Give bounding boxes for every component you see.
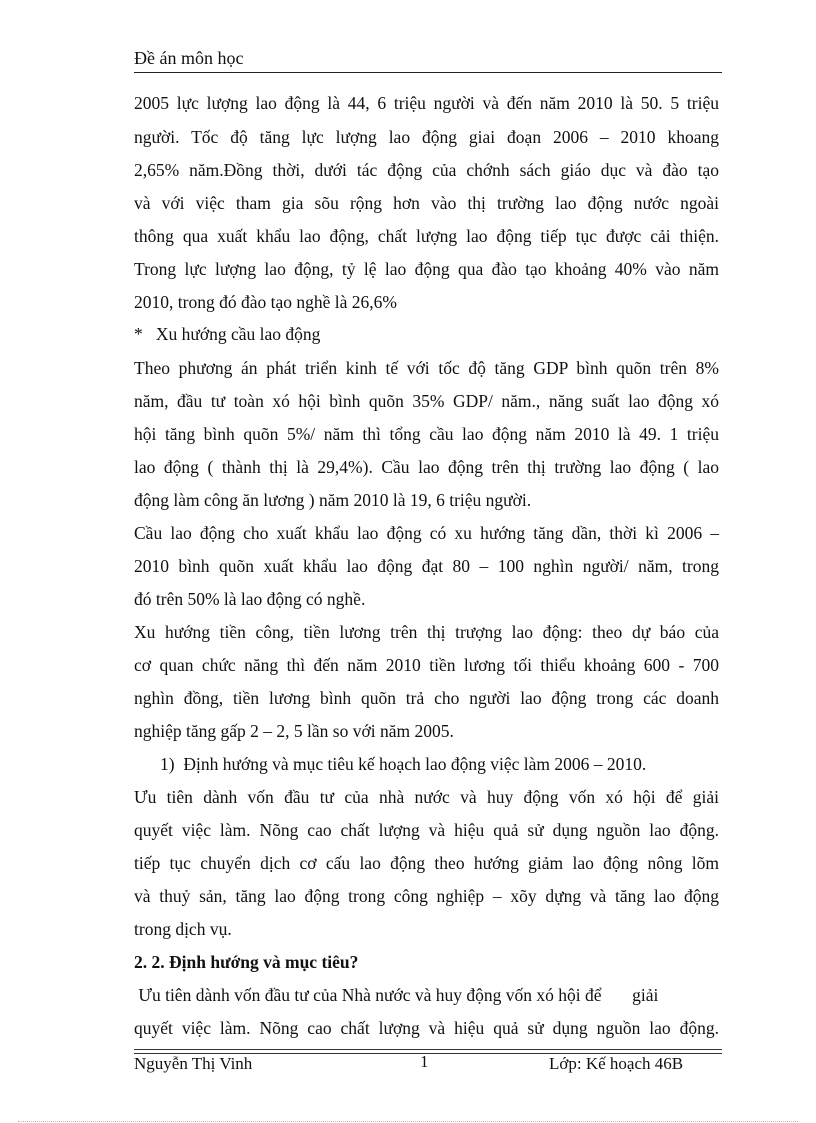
text-line: Cầu lao động cho xuất khẩu lao động có xu hướng tăng dần, thời kì 2006 – xyxy=(134,523,719,543)
text-line: Theo phương án phát triển kinh tế với tốc độ tăng GDP bình quõn trên 8% xyxy=(134,358,719,378)
text-line: 2005 lực lượng lao động là 44, 6 triệu người và đến năm 2010 là 50. 5 triệu xyxy=(134,93,719,113)
text-line: người. Tốc độ tăng lực lượng lao động giai đoạn 2006 – 2010 khoang xyxy=(134,127,719,147)
text-line: lao động ( thành thị là 29,4%). Cầu lao động trên thị trường lao động ( lao xyxy=(134,457,719,477)
text-line: quyết việc làm. Nõng cao chất lượng và hiệu quả sử dụng nguồn lao động. xyxy=(134,820,719,840)
footer-page-number: 1 xyxy=(420,1052,429,1071)
section-heading: 2. 2. Định hướng và mục tiêu? xyxy=(134,952,359,972)
text-line: năm, đầu tư toàn xó hội bình quõn 35% GDP/ năm., năng suất lao động xó xyxy=(134,391,719,411)
text-line: đó trên 50% là lao động có nghề. xyxy=(134,589,366,609)
text-line: tiếp tục chuyển dịch cơ cấu lao động theo hướng giảm lao động nông lõm xyxy=(134,853,719,873)
text-line: 2,65% năm.Đồng thời, dưới tác động của chớnh sách giáo dục và đào tạo xyxy=(134,160,719,180)
text-line: Trong lực lượng lao động, tỷ lệ lao động qua đào tạo khoảng 40% vào năm xyxy=(134,259,719,279)
text-line: nghiệp tăng gấp 2 – 2, 5 lần so với năm 2005. xyxy=(134,721,454,741)
text-line: cơ quan chức năng thì đến năm 2010 tiền lương tối thiểu khoảng 600 - 700 xyxy=(134,655,719,675)
text-line: và thuỷ sản, tăng lao động trong công nghiệp – xõy dựng và tăng lao động xyxy=(134,886,719,906)
text-line: Ưu tiên dành vốn đầu tư của nhà nước và huy động vốn xó hội để giải xyxy=(134,787,719,807)
text-line: trong dịch vụ. xyxy=(134,919,232,939)
text-line: nghìn đồng, tiền lương bình quõn trả cho người lao động trong các doanh xyxy=(134,688,719,708)
text-line: thông qua xuất khẩu lao động, chất lượng lao động tiếp tục được cải thiện. xyxy=(134,226,719,246)
text-line: 2010, trong đó đào tạo nghề là 26,6% xyxy=(134,292,397,312)
text-line: động làm công ăn lương ) năm 2010 là 19, 6 triệu người. xyxy=(134,490,532,510)
page-bottom-edge xyxy=(18,1121,798,1122)
footer-author: Nguyễn Thị Vinh xyxy=(134,1054,253,1073)
numbered-heading: 1) Định hướng và mục tiêu kế hoạch lao động việc làm 2006 – 2010. xyxy=(160,754,647,774)
header-divider xyxy=(134,72,722,73)
section-bullet: * Xu hướng cầu lao động xyxy=(134,324,321,344)
page-header-title: Đề án môn học xyxy=(134,48,244,68)
text-line: Xu hướng tiền công, tiền lương trên thị trượng lao động: theo dự báo của xyxy=(134,622,719,642)
text-line: 2010 bình quõn xuất khẩu lao động đạt 80 – 100 nghìn người/ năm, trong xyxy=(134,556,719,576)
text-line: quyết việc làm. Nõng cao chất lượng và hiệu quả sử dụng nguồn lao động. xyxy=(134,1018,719,1038)
footer-class: Lớp: Kế hoạch 46B xyxy=(549,1054,684,1073)
text-line: và với việc tham gia sõu rộng hơn vào thị trường lao động nước ngoài xyxy=(134,193,719,213)
text-line: Ưu tiên dành vốn đầu tư của Nhà nước và huy động vốn xó hội để giải xyxy=(134,985,659,1005)
text-line: hội tăng bình quõn 5%/ năm thì tổng cầu lao động năm 2010 là 49. 1 triệu xyxy=(134,424,719,444)
footer-divider xyxy=(134,1049,722,1050)
